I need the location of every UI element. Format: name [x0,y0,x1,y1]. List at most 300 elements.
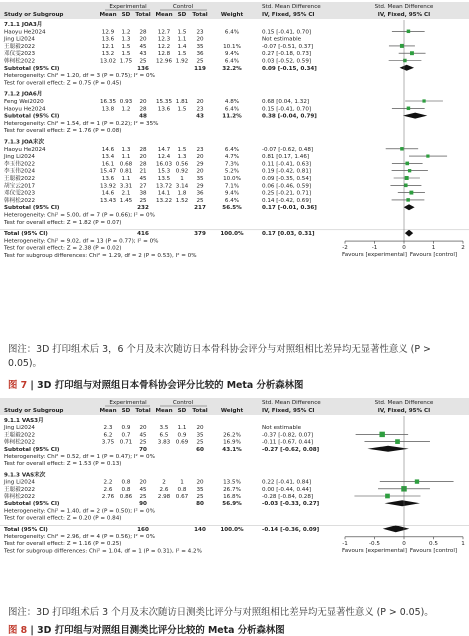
footer-line: Heterogeneity: Chi² = 2.96, df = 4 (P = 0.56); I² = 0% [4,534,155,540]
cell-total-ctrl: 35 [196,176,204,182]
heterogeneity-text: Heterogeneity: Chi² = 0.52, df = 1 (P = 0.47); I² = 0% [4,454,155,460]
header-weight: Weight [220,408,244,414]
cell-mean-ctrl: 12.3 [157,36,171,43]
cell-total-exp: 27 [139,183,147,190]
cell-mean-exp: 13.4 [101,154,115,161]
cell-sd-ctrl: 1.8 [177,190,187,197]
total-label: Total (95% CI) [4,231,48,238]
header-sd-exp: SD [121,408,131,414]
cell-sd-exp: 1.1 [121,176,131,182]
study-name: 邓仪雯2023 [4,190,36,197]
cell-mean-exp: 2.6 [103,486,113,493]
cell-sd-ctrl: 1.1 [177,36,187,43]
cell-mean-exp: 14.6 [101,190,115,197]
cell-mean-exp: 13.02 [99,58,117,65]
cell-weight: 26.2% [223,432,241,439]
footer-line: Heterogeneity: Chi² = 9.02, df = 13 (P = 0.77); I² = 0% [4,238,159,245]
cell-weight: 6.4% [224,58,240,65]
cell-weight: 6.4% [224,197,240,204]
cell-sd-exp: 1.45 [119,197,133,204]
cell-sd-ctrl: 1.3 [177,154,187,161]
cell-sd-exp: 1.2 [121,29,131,36]
cell-mean-ctrl: 13.6 [157,106,171,113]
cell-sd-ctrl: 0.9 [177,432,187,439]
figure8-number: 图 8 [8,625,28,636]
cell-mean-ctrl: 12.7 [157,29,171,36]
study-name: 李玉伟2022 [4,161,36,168]
cell-total-exp: 20 [139,154,147,161]
subtotal-ci: 0.17 [-0.01, 0.36] [262,205,317,212]
cell-total-exp: 28 [139,106,147,113]
subtotal-label: Subtotal (95% CI) [4,113,60,120]
cell-total-ctrl: 20 [196,479,204,486]
cell-mean-ctrl: 13.72 [155,183,173,190]
cell-mean-exp: 3.75 [101,439,115,446]
cell-sd-ctrl: 3.14 [175,183,189,190]
cell-mean-ctrl: 14.1 [157,190,171,197]
cell-weight: 4.8% [224,99,240,105]
cell-mean-exp: 16.1 [101,161,115,168]
heterogeneity-text: Heterogeneity: Chi² = 1.54, df = 1 (P = 0.22); I² = 35% [4,120,159,127]
study-name: 韩柯松2022 [4,197,36,204]
total-ci: 0.17 [0.03, 0.31] [262,231,315,238]
cell-sd-exp: 1.2 [121,106,131,113]
cell-total-ctrl: 29 [196,161,204,168]
cell-total-exp: 45 [139,486,147,493]
cell-sd-ctrl: 1.4 [177,43,187,50]
subgroup-title: 9.1.1 VAS3月 [4,418,44,424]
cell-ci: -0.37 [-0.82, 0.07] [262,432,314,439]
subtotal-diamond [404,204,415,210]
cell-total-exp: 20 [139,479,147,486]
cell-sd-exp: 0.68 [119,161,133,168]
subtotal-ci: 0.09 [-0.15, 0.34] [262,65,317,72]
overall-effect-text: Test for overall effect: Z = 0.75 (P = 0.45) [4,80,122,87]
overall-effect-text: Test for overall effect: Z = 1.82 (P = 0.07) [4,219,122,226]
study-name: 韩柯松2022 [4,494,36,500]
cell-weight: 6.4% [224,146,240,153]
figure8-caption: 图注：3D 打印组术后 3 个月及末次随访日测类比评分与对照组相比差异均无显著性意义 (P > 0.05)。 [8,607,434,618]
cell-ci: Not estimable [262,36,302,43]
cell-weight: 9.4% [224,51,240,58]
overall-effect-text: Test for overall effect: Z = 1.53 (P = 0.13) [4,461,122,468]
subtotal-total-ctrl: 43 [196,113,204,120]
study-estimate-marker [379,432,384,437]
cell-mean-exp: 12.9 [101,29,115,36]
cell-mean-exp: 13.6 [101,176,115,182]
study-name: Jing Li2024 [4,36,35,43]
cell-ci: 0.14 [-0.42, 0.69] [262,197,312,204]
cell-mean-exp: 13.92 [99,183,117,190]
cell-total-exp: 45 [139,176,147,182]
cell-mean-exp: 13.2 [101,51,115,58]
cell-weight: 5.2% [224,168,240,175]
subtotal-diamond [403,113,427,119]
subtotal-weight: 56.9% [222,501,242,508]
x-tick-label: -1 [371,245,378,252]
cell-total-exp: 20 [139,36,147,43]
cell-mean-exp: 12.1 [101,43,115,50]
total-weight: 100.0% [220,231,244,238]
cell-sd-ctrl: 1.81 [175,99,189,105]
cell-total-ctrl: 20 [196,168,204,175]
header-experimental: Experimental [109,4,147,10]
cell-weight: 10.1% [223,43,241,50]
cell-sd-ctrl: 0.69 [175,439,189,446]
cell-mean-ctrl: 13.22 [155,197,173,204]
cell-weight: 4.7% [224,154,240,161]
subtotal-ci: -0.27 [-0.62, 0.08] [262,446,320,453]
study-name: 王聪毅2022 [4,176,36,182]
cell-sd-exp: 0.81 [119,168,133,175]
total-diamond [405,230,413,237]
cell-mean-ctrl: 12.4 [157,154,171,161]
cell-sd-ctrl: 0.92 [175,168,189,175]
subtotal-total-exp: 136 [137,65,149,72]
cell-mean-exp: 15.47 [99,168,117,175]
cell-total-ctrl: 36 [196,190,204,197]
cell-weight: 16.8% [223,494,241,500]
header-mean-exp: Mean [99,12,117,18]
study-estimate-marker [407,107,410,110]
cell-weight: 7.3% [224,161,240,168]
cell-ci: 0.81 [0.17, 1.46] [262,154,310,161]
favours-control-label: Favours [control] [409,252,458,259]
cell-total-ctrl: 20 [196,36,204,43]
cell-mean-ctrl: 2.6 [159,486,169,493]
header-sd-exp: SD [121,12,131,18]
subtotal-weight: 56.5% [222,205,242,212]
heterogeneity-text: Heterogeneity: Chi² = 5.00, df = 7 (P = 0.66); I² = 0% [4,212,155,219]
study-estimate-marker [422,99,425,102]
header-control: Control [172,4,194,10]
study-estimate-marker [410,51,414,55]
cell-sd-ctrl: 1.5 [177,106,187,113]
cell-total-ctrl: 23 [196,29,204,36]
cell-sd-ctrl: 1.92 [175,58,189,65]
header-smd-left: Std. Mean Difference [262,4,321,10]
cell-sd-exp: 0.9 [121,425,131,432]
cell-mean-exp: 2.2 [103,479,113,486]
study-name: 韩柯松2022 [4,58,36,65]
cell-sd-exp: 0.93 [119,99,133,105]
cell-mean-ctrl: 16.03 [155,161,173,168]
cell-weight: 6.4% [224,29,240,36]
cell-weight: 9.4% [224,190,240,197]
subtotal-total-exp: 70 [139,446,147,453]
footer-line: Test for subgroup differences: Chi² = 1.04, df = 1 (P = 0.31), I² = 4.2% [4,548,202,555]
cell-sd-ctrl: 0.67 [175,494,189,500]
subtotal-weight: 43.1% [222,446,242,453]
subgroup-title: 9.1.3 VAS末次 [4,472,46,479]
cell-total-exp: 28 [139,161,147,168]
study-estimate-marker [407,30,410,33]
study-estimate-marker [415,479,419,483]
cell-weight: 7.1% [224,183,240,190]
cell-sd-exp: 1.3 [121,36,131,43]
subtotal-label: Subtotal (95% CI) [4,65,60,72]
cell-mean-ctrl: 2 [162,479,166,486]
cell-mean-exp: 2.76 [101,494,115,500]
cell-ci: 0.15 [-0.41, 0.70] [262,29,312,36]
cell-mean-exp: 13.43 [99,197,117,204]
cell-ci: -0.28 [-0.84, 0.28] [262,494,314,500]
cell-ci: -0.07 [-0.62, 0.48] [262,146,314,153]
total-ctrl: 140 [194,526,206,533]
cell-sd-ctrl: 0.56 [175,161,189,168]
study-name: 邓仪雯2023 [4,51,36,58]
subtotal-total-ctrl: 60 [196,446,204,453]
favours-control-label: Favours [control] [409,547,458,554]
study-estimate-marker [405,162,409,166]
favours-experimental-label: Favours [experimental] [342,547,407,554]
cell-mean-ctrl: 15.3 [157,168,171,175]
cell-ci: 0.19 [-0.42, 0.81] [262,168,312,175]
cell-mean-ctrl: 15.35 [155,99,173,105]
cell-total-exp: 21 [139,168,147,175]
header-total-ctrl: Total [192,12,208,18]
header-total-exp: Total [135,408,151,414]
cell-sd-exp: 1.5 [121,43,131,50]
cell-sd-ctrl: 1.5 [177,29,187,36]
subgroup-title: 7.1.2 JOA6月 [4,91,43,98]
header-weight: Weight [220,12,244,18]
cell-total-exp: 25 [139,58,147,65]
header-smd-right: Std. Mean Difference [374,4,434,10]
footer-line: Test for overall effect: Z = 2.38 (P = 0.02) [4,245,122,252]
subtotal-label: Subtotal (95% CI) [4,501,60,508]
cell-sd-exp: 0.8 [121,479,131,486]
cell-mean-ctrl: 12.96 [155,58,173,65]
cell-ci: 0.09 [-0.35, 0.54] [262,176,312,182]
cell-total-exp: 45 [139,43,147,50]
header-smd-left: Std. Mean Difference [262,400,321,406]
cell-total-exp: 28 [139,29,147,36]
study-name: Jing Li2024 [4,154,35,161]
cell-mean-exp: 6.2 [103,432,113,439]
x-tick-label: 2 [461,245,465,252]
cell-weight: 13.5% [223,479,241,486]
header-sd-ctrl: SD [177,12,187,18]
header-mean-exp: Mean [99,408,117,414]
study-name: Haoyu He2024 [4,106,46,113]
figure8-title: 图 8 | 3D 打印组与对照组目测类比评分比较的 Meta 分析森林图 [8,625,285,636]
study-name: Haoyu He2024 [4,146,46,153]
cell-mean-ctrl: 6.5 [159,432,169,439]
total-ci: -0.14 [-0.36, 0.09] [262,526,320,533]
cell-sd-ctrl: 0.8 [177,486,187,493]
cell-sd-exp: 0.7 [121,432,131,439]
cell-sd-exp: 0.71 [119,439,133,446]
cell-total-exp: 25 [139,197,147,204]
figure8-title-text: 3D 打印组与对照组目测类比评分比较的 Meta 分析森林图 [37,625,285,636]
cell-ci: Not estimable [262,425,302,432]
cell-sd-exp: 2.1 [121,190,131,197]
cell-total-exp: 45 [139,432,147,439]
total-exp: 416 [137,231,149,238]
subtotal-ci: 0.38 [-0.04, 0.79] [262,113,317,120]
study-name: Jing Li2024 [4,479,35,486]
subtotal-ci: -0.03 [-0.33, 0.27] [262,501,320,508]
overall-effect-text: Test for overall effect: Z = 0.20 (P = 0.84) [4,515,122,522]
study-estimate-marker [395,439,400,444]
study-name: 王聪毅2022 [4,486,36,493]
footer-line: Test for subgroup differences: Chi² = 1.29, df = 2 (P = 0.53), I² = 0% [4,253,197,259]
study-estimate-marker [403,59,406,62]
cell-ci: 0.11 [-0.41, 0.63] [262,161,312,168]
subtotal-diamond [367,446,408,452]
cell-mean-ctrl: 13.5 [157,176,171,182]
cell-ci: 0.15 [-0.41, 0.70] [262,106,312,113]
cell-total-exp: 20 [139,99,147,105]
cell-total-exp: 38 [139,190,147,197]
cell-sd-exp: 0.8 [121,486,131,493]
cell-total-ctrl: 23 [196,106,204,113]
study-name: Jing Li2024 [4,425,35,432]
header-ci-plot: IV, Fixed, 95% CI [377,408,431,414]
cell-sd-exp: 1.3 [121,146,131,153]
subgroup-title: 7.1.1 JOA3月 [4,22,43,28]
subtotal-total-exp: 90 [139,501,147,508]
forest-plot-vas [0,396,469,596]
total-label: Total (95% CI) [4,526,48,533]
figure7-title: 图 7 | 3D 打印组与对照组日本骨科协会评分比较的 Meta 分析森林图 [8,380,304,391]
header-control: Control [172,400,194,406]
study-estimate-marker [385,494,390,499]
cell-sd-exp: 0.86 [119,494,133,500]
study-estimate-marker [404,184,408,188]
cell-ci: -0.07 [-0.51, 0.37] [262,43,314,50]
study-estimate-marker [409,191,413,195]
cell-total-ctrl: 20 [196,425,204,432]
cell-total-ctrl: 35 [196,432,204,439]
favours-experimental-label: Favours [experimental] [342,252,407,259]
header-smd-right: Std. Mean Difference [374,400,434,406]
cell-ci: 0.06 [-0.46, 0.59] [262,183,312,190]
x-tick-label: 0 [402,245,406,252]
cell-total-exp: 28 [139,146,147,153]
heterogeneity-text: Heterogeneity: Chi² = 1.40, df = 2 (P = 0.50); I² = 0% [4,508,155,515]
cell-total-exp: 25 [139,439,147,446]
study-name: Feng Wei2020 [4,99,44,105]
x-tick-label: 0.5 [429,540,438,547]
study-estimate-marker [400,44,404,48]
header-total-ctrl: Total [192,408,208,414]
subtotal-weight: 11.2% [222,113,242,120]
cell-sd-ctrl: 1.1 [177,425,187,432]
cell-total-ctrl: 35 [196,486,204,493]
cell-total-ctrl: 35 [196,43,204,50]
cell-mean-ctrl: 12.8 [157,51,171,58]
cell-total-ctrl: 36 [196,51,204,58]
x-tick-label: 1 [431,245,436,252]
cell-weight: 6.4% [224,106,240,113]
cell-sd-ctrl: 1.52 [175,197,189,204]
header-sd-ctrl: SD [177,408,187,414]
cell-sd-ctrl: 1.5 [177,146,187,153]
cell-mean-exp: 2.3 [103,425,113,432]
cell-sd-ctrl: 1 [180,176,184,182]
cell-weight: 16.9% [223,439,241,446]
subtotal-total-ctrl: 80 [196,501,204,508]
header-mean-ctrl: Mean [155,408,173,414]
cell-ci: 0.03 [-0.52, 0.59] [262,58,312,65]
subtotal-diamond [385,500,420,506]
cell-total-ctrl: 25 [196,197,204,204]
cell-ci: 0.25 [-0.21, 0.71] [262,190,312,197]
cell-mean-exp: 13.6 [101,36,115,43]
cell-sd-ctrl: 1 [180,479,184,486]
total-exp: 160 [137,526,149,533]
cell-total-ctrl: 20 [196,154,204,161]
cell-sd-exp: 3.31 [119,183,133,190]
subtotal-total-ctrl: 119 [194,65,206,72]
cell-mean-exp: 13.8 [101,106,115,113]
cell-sd-exp: 1.75 [119,58,133,65]
total-ctrl: 379 [194,231,206,238]
cell-ci: -0.11 [-0.67, 0.44] [262,439,314,446]
cell-sd-exp: 1.5 [121,51,131,58]
figure7-number: 图 7 [8,380,28,391]
cell-total-ctrl: 20 [196,99,204,105]
header-experimental: Experimental [109,400,147,406]
subtotal-total-exp: 48 [139,113,147,120]
cell-total-exp: 25 [139,494,147,500]
header-study: Study or Subgroup [4,408,64,414]
heterogeneity-text: Heterogeneity: Chi² = 1.20, df = 3 (P = 0.75); I² = 0% [4,73,155,80]
cell-ci: 0.22 [-0.41, 0.84] [262,479,312,486]
subtotal-label: Subtotal (95% CI) [4,446,60,453]
figure7-title-text: 3D 打印组与对照组日本骨科协会评分比较的 Meta 分析森林图 [37,380,304,391]
subtotal-label: Subtotal (95% CI) [4,205,60,212]
x-tick-label: -0.5 [369,540,380,547]
study-estimate-marker [426,154,429,157]
overall-effect-text: Test for overall effect: Z = 1.76 (P = 0.08) [4,128,122,135]
x-tick-label: 1 [461,540,465,547]
cell-mean-exp: 14.6 [101,146,115,153]
cell-mean-ctrl: 14.7 [157,146,171,153]
x-tick-label: -1 [342,540,348,547]
cell-weight: 10.0% [223,176,241,182]
subtotal-weight: 32.2% [222,65,242,72]
study-name: 王聪毅2022 [4,432,36,439]
cell-ci: 0.00 [-0.44, 0.44] [262,486,312,493]
study-estimate-marker [400,147,403,150]
cell-sd-ctrl: 1.5 [177,51,187,58]
subtotal-total-ctrl: 217 [194,205,206,212]
cell-ci: 0.68 [0.04, 1.32] [262,99,310,105]
x-tick-label: -2 [342,245,348,252]
cell-weight: 26.7% [223,486,241,493]
cell-mean-ctrl: 2.98 [157,494,171,500]
x-tick-label: 0 [402,540,406,547]
cell-total-ctrl: 23 [196,146,204,153]
subtotal-diamond [400,65,414,71]
study-name: Haoyu He2024 [4,29,46,36]
study-estimate-marker [406,198,409,201]
cell-total-exp: 43 [139,51,147,58]
study-name: 王聪毅2022 [4,43,36,50]
subtotal-total-exp: 232 [137,205,149,212]
study-name: 李玉伟2024 [4,168,36,175]
footer-line: Test for overall effect: Z = 1.16 (P = 0.25) [4,541,122,548]
cell-total-ctrl: 25 [196,58,204,65]
cell-total-ctrl: 25 [196,439,204,446]
cell-total-ctrl: 29 [196,183,204,190]
subgroup-title: 7.1.3 JOA末次 [4,139,45,146]
study-name: 韩柯松2022 [4,439,36,446]
cell-mean-ctrl: 3.5 [159,425,169,432]
